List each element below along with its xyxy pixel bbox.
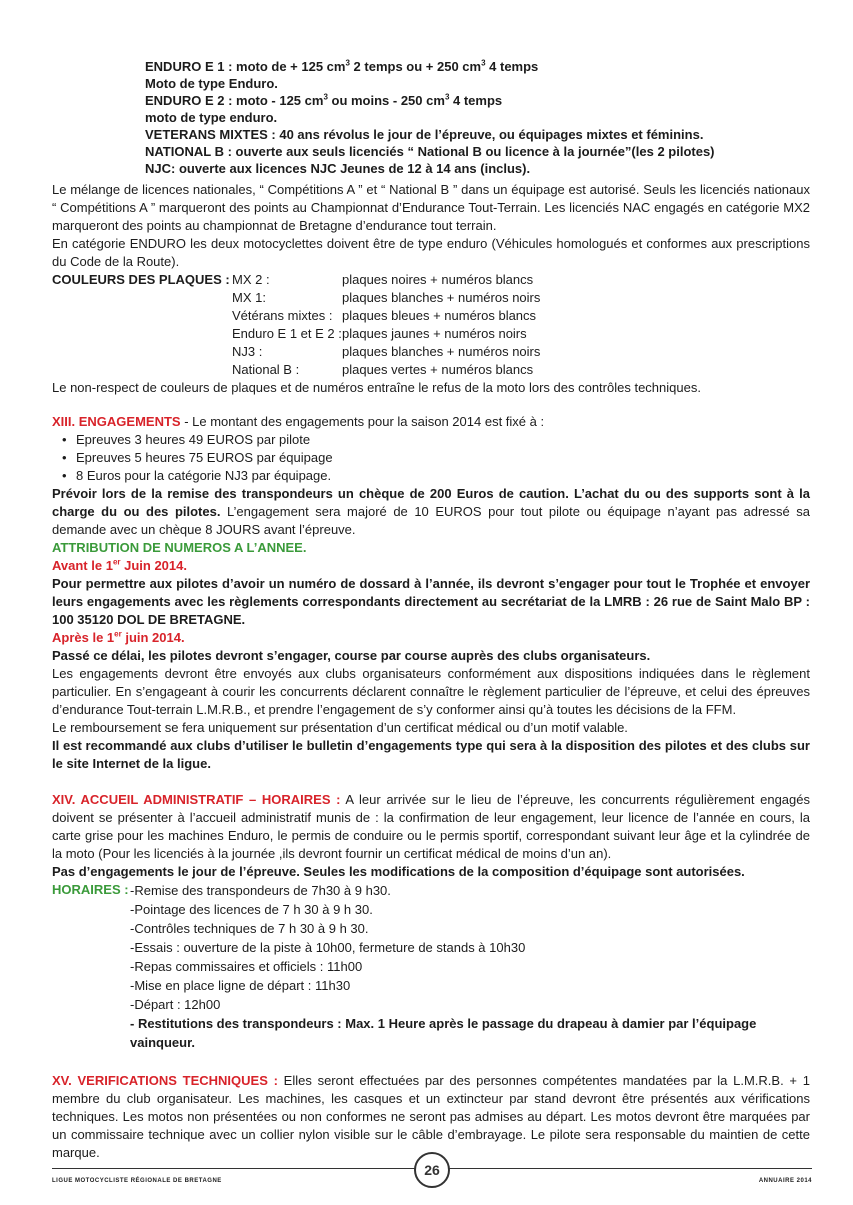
intro-paragraph: En catégorie ENDURO les deux motocyclettes doivent être de type enduro (Véhicules homologués et conformes aux prescriptions du Code de la Route).	[52, 236, 810, 269]
plates-cat: Vétérans mixtes :	[232, 308, 333, 323]
after-date-text: Les engagements devront être envoyés aux clubs organisateurs conformément aux dispositions indiquées dans le règlement particulier. En s’engageant à courir les concurrents déclarent connaître le règlement particulier de l’épreuve, et celui des épreuves d’endurance Tout-terrain L.M.R.B., et prendre l’engagement de s’y conformer ainsi qu’à toutes les décisions de la FFM.	[52, 666, 810, 717]
before-date-text: Pour permettre aux pilotes d’avoir un numéro de dossard à l’année, ils devront s’engager pour tout le Trophée et envoyer leurs engagements avec les règlements correspondants directement au secrétariat de la LMRB : 26 rue de Saint Malo BP : 100 35120 DOL DE BRETAGNE.	[52, 576, 810, 627]
plates-note: Le non-respect de couleurs de plaques et de numéros entraîne le refus de la moto lors des contrôles techniques.	[52, 380, 701, 395]
intro-paragraph: Le mélange de licences nationales, “ Compétitions A ” et “ National B ” dans un équipage est autorisé. Seuls les licenciés nationaux “ Compétitions A ” marqueront des points au Championnat d’Endurance Tout-Terrain. Les licenciés NAC engagés en catégorie MX2 marqueront des points au championnat de Bretagne d’endurance tout terrain.	[52, 182, 810, 233]
section-13-title: XIII. ENGAGEMENTS	[52, 414, 181, 429]
number-attribution-heading: ATTRIBUTION DE NUMEROS A L’ANNEE.	[52, 540, 307, 555]
refund-text: Le remboursement se fera uniquement sur présentation d’un certificat médical ou d’un motif valable.	[52, 720, 628, 735]
section-13-heading: XIII. ENGAGEMENTS - Le montant des engagements pour la saison 2014 est fixé à :	[52, 414, 545, 429]
section-15-title: XV. VERIFICATIONS TECHNIQUES :	[52, 1073, 278, 1088]
before-date-heading: Avant le 1er Juin 2014.	[52, 557, 187, 573]
plates-cat: National B :	[232, 362, 300, 377]
list-item: -Départ : 12h00	[130, 997, 221, 1012]
section-14-paragraph: XIV. ACCUEIL ADMINISTRATIF – HORAIRES : A leur arrivée sur le lieu de l’épreuve, les concurrents régulièrement engagés doivent se présenter à l’accueil administratif munis de : la confirmation de leur engagement, leur licence de l’année en cours, la carte grise pour les machines Enduro, le permis de conduire ou le permis sportif, correspondant suivant leur âge et la cylindrée de la moto (Pour les licenciés à la journée ,ils devront fournir un certificat médical de moins d’un an).	[52, 792, 810, 861]
list-item: -Mise en place ligne de départ : 11h30	[130, 978, 351, 993]
list-item: -Pointage des licences de 7 h 30 à 9 h 30.	[130, 902, 373, 917]
main-text	[52, 181, 810, 1162]
plates-desc: plaques noires + numéros blancs	[342, 272, 534, 287]
plates-desc: plaques blanches + numéros noirs	[342, 344, 541, 359]
plates-cat: Enduro E 1 et E 2 :	[232, 326, 342, 341]
plates-desc: plaques vertes + numéros blancs	[342, 362, 534, 377]
plates-heading: COULEURS DES PLAQUES :	[52, 272, 230, 287]
category-list	[145, 58, 805, 177]
horaires-label: HORAIRES :	[52, 882, 129, 897]
list-item: • Epreuves 5 heures 75 EUROS par équipage	[62, 449, 810, 467]
plates-desc: plaques jaunes + numéros noirs	[342, 326, 527, 341]
category-line: Moto de type Enduro.	[145, 76, 278, 91]
category-njc: NJC: ouverte aux licences NJC Jeunes de 12 à 14 ans (inclus).	[145, 161, 531, 176]
list-item: -Remise des transpondeurs de 7h30 à 9 h30.	[130, 883, 391, 898]
plates-cat: MX 1:	[232, 290, 266, 305]
page-number: 26	[414, 1152, 450, 1188]
footer-league-name: LIGUE MOTOCYCLISTE RÉGIONALE DE BRETAGNE	[52, 1178, 222, 1184]
list-item: • 8 Euros pour la catégorie NJ3 par équipage.	[62, 467, 810, 485]
plates-table	[52, 271, 810, 379]
category-enduro-e1: ENDURO E 1 : moto de + 125 $cm^3$ 2 temps ou + 250 $cm^3$ 4 temps	[145, 58, 539, 74]
page-footer	[52, 1150, 812, 1190]
horaires-block	[52, 881, 810, 1052]
plates-desc: plaques bleues + numéros blancs	[342, 308, 537, 323]
list-item: - Restitutions des transpondeurs : Max. 1 Heure après le passage du drapeau à damier par l’équipage vainqueur.	[130, 1016, 757, 1050]
list-item: -Contrôles techniques de 7 h 30 à 9 h 30.	[130, 921, 369, 936]
section-14-title: XIV. ACCUEIL ADMINISTRATIF – HORAIRES :	[52, 792, 341, 807]
fees-list	[52, 431, 810, 485]
category-national-b: NATIONAL B : ouverte aux seuls licenciés “ National B ou licence à la journée”(les 2 pilotes)	[145, 144, 715, 159]
recommendation-text: Il est recommandé aux clubs d’utiliser le bulletin d’engagements type qui sera à la disposition des pilotes et des clubs sur le site Internet de la ligue.	[52, 738, 810, 771]
plates-cat: MX 2 :	[232, 272, 270, 287]
plates-cat: NJ3 :	[232, 344, 263, 359]
after-date-bold: Passé ce délai, les pilotes devront s’engager, course par course auprès des clubs organisateurs.	[52, 648, 651, 663]
category-line: moto de type enduro.	[145, 110, 278, 125]
plates-desc: plaques blanches + numéros noirs	[342, 290, 541, 305]
category-enduro-e2: ENDURO E 2 : moto - 125 $cm^3$ ou moins - 250 $cm^3$ 4 temps	[145, 92, 503, 108]
list-item: -Essais : ouverture de la piste à 10h00, fermeture de stands à 10h30	[130, 940, 526, 955]
list-item: • Epreuves 3 heures 49 EUROS par pilote	[62, 431, 810, 449]
category-veterans: VETERANS MIXTES : 40 ans révolus le jour de l’épreuve, ou équipages mixtes et féminins.	[145, 127, 704, 142]
horaires-list	[130, 881, 810, 1052]
section-15-paragraph: XV. VERIFICATIONS TECHNIQUES : Elles seront effectuées par des personnes compétentes mandatées par la L.M.R.B. + 1 membre du club organisateur. Les machines, les casques et un extincteur par stand devront être présentés aux vérifications techniques. Les motos non présentées ou non conformes ne seront pas admises au départ. Les motos devront être marquées par un commissaire technique avec un collier nylon visible sur le câble d’embrayage. Le pilote sera responsable du maintien de cette marque.	[52, 1073, 810, 1160]
section-14-bold: Pas d’engagements le jour de l’épreuve. Seules les modifications de la composition d’équipage sont autorisées.	[52, 864, 745, 879]
transponder-paragraph: Prévoir lors de la remise des transpondeurs un chèque de 200 Euros de caution. L’achat du ou des supports sont à la charge du ou des pilotes. L’engagement sera majoré de 10 EUROS pour tout pilote ou équipage n’ayant pas adressé sa demande avec un chèque 8 JOURS avant l’épreuve.	[52, 486, 811, 537]
list-item: -Repas commissaires et officiels : 11h00	[130, 959, 363, 974]
after-date-heading: Après le 1er juin 2014.	[52, 629, 185, 645]
footer-annual: ANNUAIRE 2014	[758, 1178, 812, 1184]
